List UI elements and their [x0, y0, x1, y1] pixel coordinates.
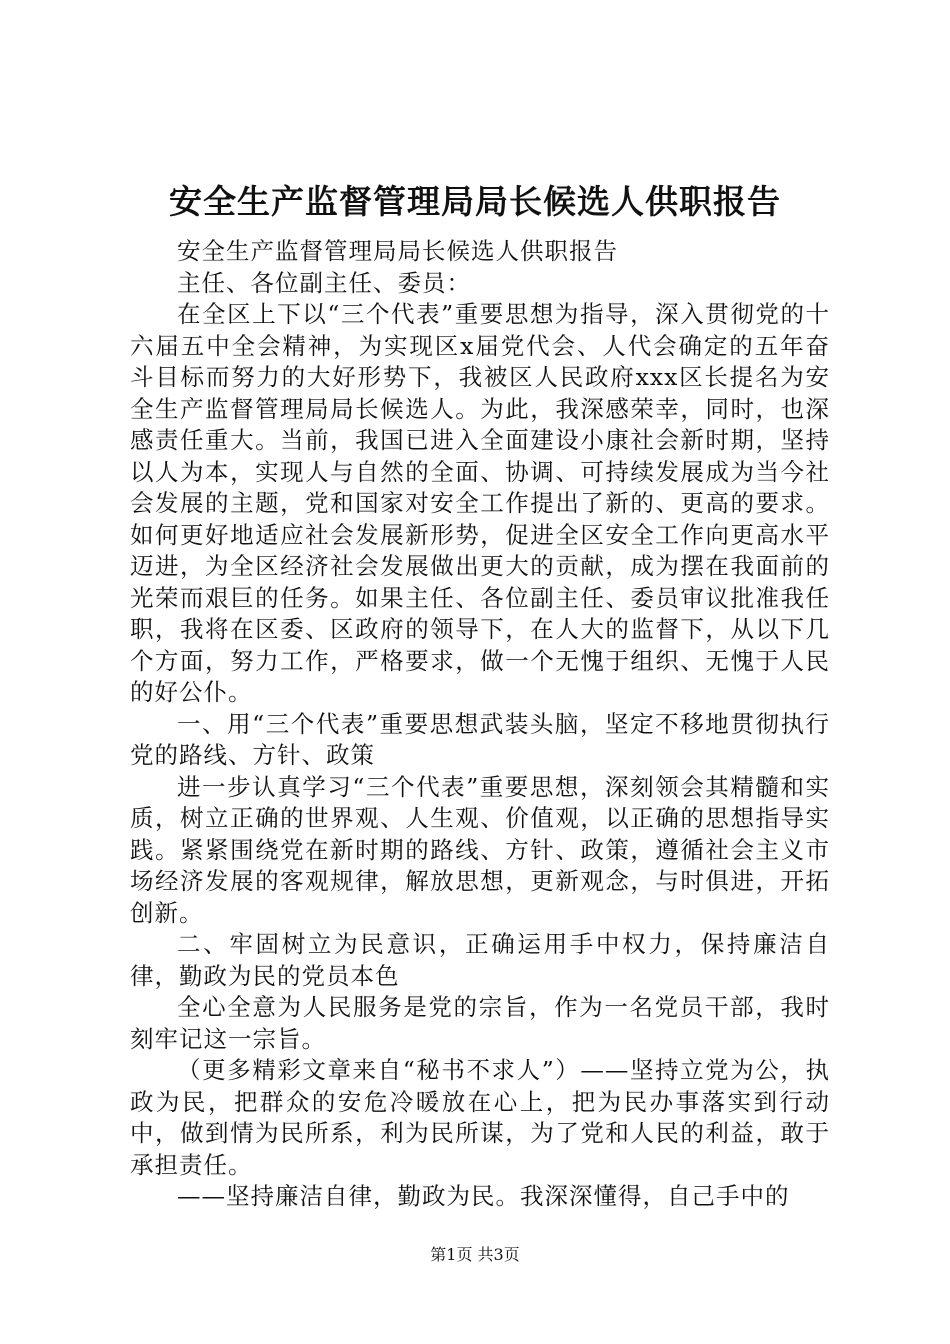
paragraph-section-2c: ——坚持廉洁自律，勤政为民。我深深懂得，自己手中的 [177, 1182, 790, 1210]
paragraph-intro: 在全区上下以“三个代表”重要思想为指导，深入贯彻党的十六届五中全会精神，为实现区x届党代会、人代会确定的五年奋斗目标而努力的大好形势下，我被区人民政府xxx区长提名为安全生产监督管理局局长候选人。为此，我深感荣幸，同时，也深感责任重大。当前，我国已进入全面建设小康社会新时期，坚持以人为本，实现人与自然的全面、协调、可持续发展成为当今社会发展的主题，党和国家对安全工作提出了新的、更高的要求。如何更好地适应社会发展新形势，促进全区安全工作向更高水平迈进，为全区经济社会发展做出更大的贡献，成为摆在我面前的光荣而艰巨的任务。如果主任、各位副主任、委员审议批准我任职，我将在区委、区政府的领导下，在人大的监督下，从以下几个方面，努力工作，严格要求，做一个无愧于组织、无愧于人民的好公仆。 [130, 300, 830, 706]
paragraph-salutation: 主任、各位副主任、委员： [177, 268, 471, 297]
paragraph-heading-1: 一、用“三个代表”重要思想武装头脑，坚定不移地贯彻执行党的路线、方针、政策 [130, 709, 830, 769]
paragraph-section-2a: 全心全意为人民服务是党的宗旨，作为一名党员干部，我时刻牢记这一宗旨。 [130, 993, 830, 1053]
document-body [130, 236, 830, 1213]
document-title: 安全生产监督管理局局长候选人供职报告 [169, 182, 781, 221]
paragraph-heading-2: 二、牢固树立为民意识，正确运用手中权力，保持廉洁自律，勤政为民的党员本色 [130, 930, 830, 990]
paragraph-subtitle: 安全生产监督管理局局长候选人供职报告 [177, 237, 618, 265]
paragraph-section-1: 进一步认真学习“三个代表”重要思想，深刻领会其精髓和实质，树立正确的世界观、人生观、价值观，以正确的思想指导实践。紧紧围绕党在新时期的路线、方针、政策，遵循社会主义市场经济发展的客观规律，解放思想，更新观念，与时俱进，开拓创新。 [130, 772, 830, 927]
paragraph-section-2b: （更多精彩文章来自“秘书不求人”）——坚持立党为公，执政为民，把群众的安危冷暖放在心上，把为民办事落实到行动中，做到情为民所系，利为民所谋，为了党和人民的利益，敢于承担责任。 [130, 1056, 830, 1179]
page-footer: 第1页 共3页 [430, 1245, 520, 1264]
